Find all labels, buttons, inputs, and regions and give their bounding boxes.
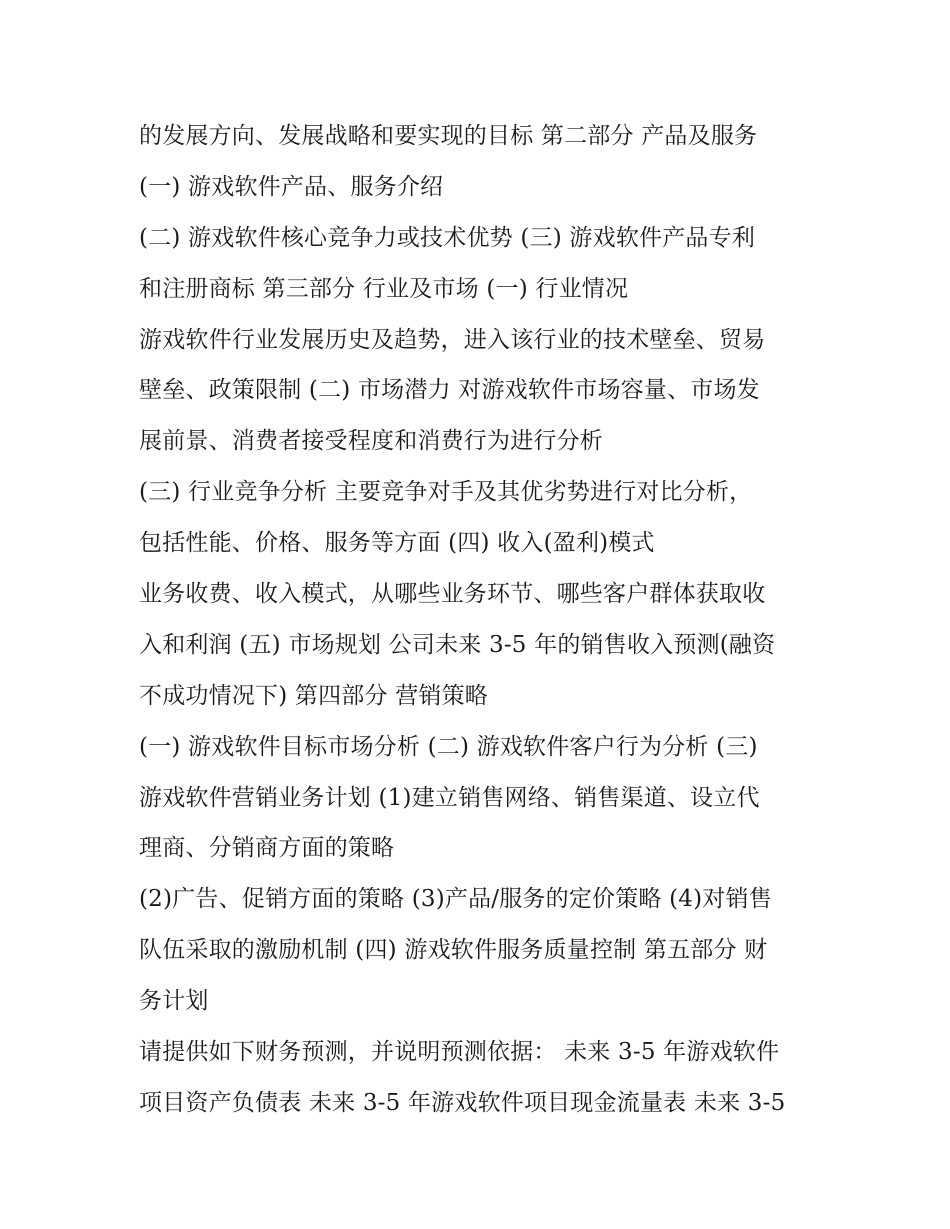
text-line: 不成功情况下) 第四部分 营销策略 [139,682,488,709]
text-line: 入和利润 (五) 市场规划 公司未来 3-5 年的销售收入预测(融资 [139,631,776,658]
text-line: 包括性能、价格、服务等方面 (四) 收入(盈利)模式 [139,530,655,557]
text-line: (二) 游戏软件核心竞争力或技术优势 (三) 游戏软件产品专利 [139,224,756,251]
text-line: 和注册商标 第三部分 行业及市场 (一) 行业情况 [139,275,629,302]
text-line: (三) 行业竞争分析 主要竞争对手及其优劣势进行对比分析， [139,479,753,506]
text-line: 业务收费、收入模式，从哪些业务环节、哪些客户群体获取收 [139,581,766,608]
text-line: 务计划 [139,988,209,1015]
text-line: (一) 游戏软件产品、服务介绍 [139,173,444,200]
text-line: 项目资产负债表 未来 3-5 年游戏软件项目现金流量表 未来 3-5 [139,1089,786,1116]
text-line: (一) 游戏软件目标市场分析 (二) 游戏软件客户行为分析 (三) [139,733,758,760]
body-text [139,111,829,1129]
text-line: 展前景、消费者接受程度和消费行为进行分析 [139,428,603,455]
text-line: (2)广告、促销方面的策略 (3)产品/服务的定价策略 (4)对销售 [139,886,772,913]
text-line: 壁垒、政策限制 (二) 市场潜力 对游戏软件市场容量、市场发 [139,377,760,404]
text-line: 请提供如下财务预测，并说明预测依据： 未来 3-5 年游戏软件 [139,1039,780,1066]
text-line: 队伍采取的激励机制 (四) 游戏软件服务质量控制 第五部分 财 [139,937,768,964]
text-line: 游戏软件营销业务计划 (1)建立销售网络、销售渠道、设立代 [139,784,760,811]
text-line: 理商、分销商方面的策略 [139,835,395,862]
text-line: 游戏软件行业发展历史及趋势，进入该行业的技术壁垒、贸易 [139,326,766,353]
text-line: 的发展方向、发展战略和要实现的目标 第二部分 产品及服务 [139,123,758,149]
